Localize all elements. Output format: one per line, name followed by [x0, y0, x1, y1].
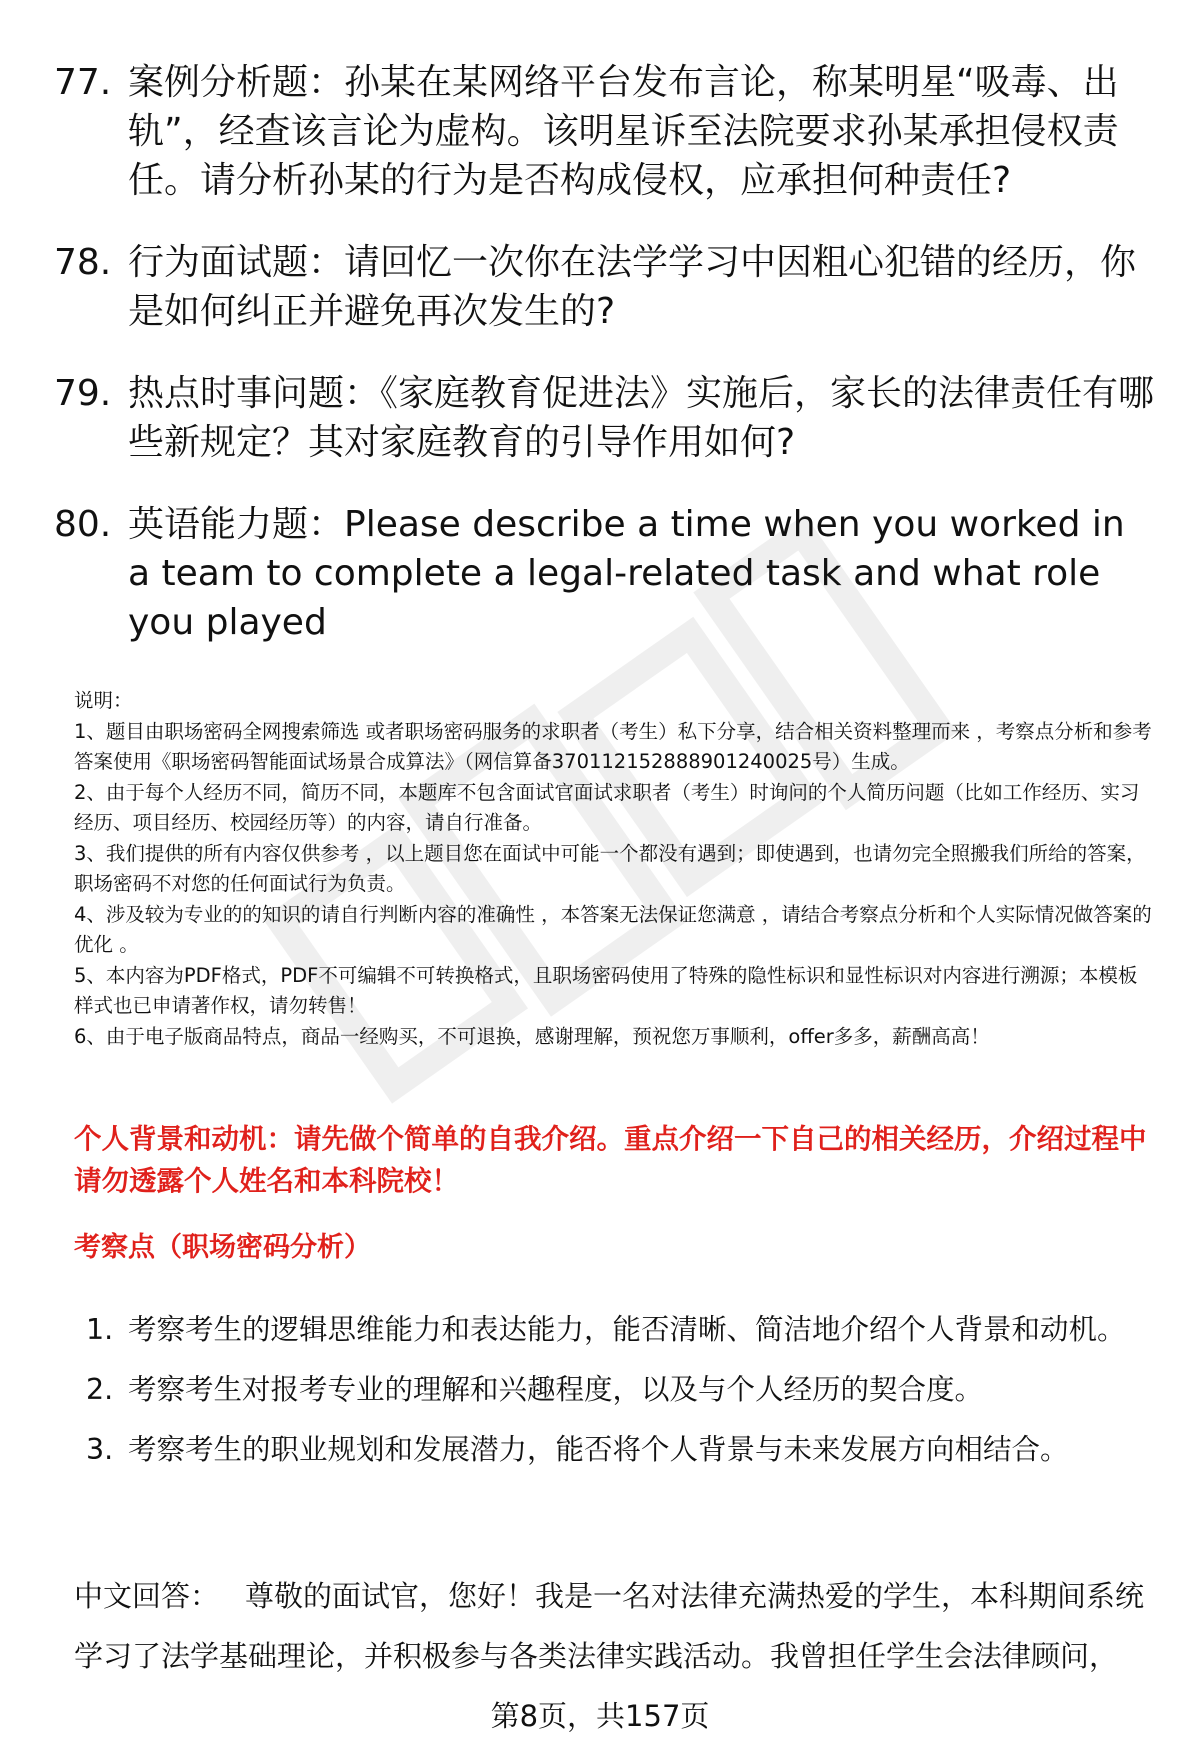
question-number: 80.: [54, 504, 112, 545]
answer-text: 尊敬的面试官，您好！我是一名对法律充满热爱的学生，本科期间系统学习了法学基础理论，并积极参与各类法律实践活动。我曾担任学生会法律顾问，: [74, 1579, 1145, 1673]
question-item: [54, 238, 1154, 336]
note-item: 2、由于每个人经历不同，简历不同，本题库不包含面试官面试求职者（考生）时询问的个人简历问题（比如工作经历、实习经历、项目经历、校园经历等）的内容，请自行准备。: [74, 780, 1140, 834]
focus-point-number: 1.: [86, 1313, 114, 1346]
focus-point-text: 考察考生的职业规划和发展潜力，能否将个人背景与未来发展方向相结合。: [128, 1433, 1069, 1466]
question-text: 案例分析题：孙某在某网络平台发布言论，称某明星“吸毒、出轨”，经查该言论为虚构。该明星诉至法院要求孙某承担侵权责任。请分析孙某的行为是否构成侵权，应承担何种责任?: [128, 62, 1119, 201]
focus-point-text: 考察考生的逻辑思维能力和表达能力，能否清晰、简洁地介绍个人背景和动机。: [128, 1313, 1126, 1346]
question-list: [54, 58, 1154, 680]
question-number: 78.: [54, 242, 112, 283]
notes-heading: 说明：: [74, 689, 133, 712]
question-number: 77.: [54, 62, 112, 103]
question-text: 行为面试题：请回忆一次你在法学学习中因粗心犯错的经历，你是如何纠正并避免再次发生的?: [128, 242, 1137, 332]
question-text: 英语能力题：Please describe a time when you worked in a team to complete a legal-related task and what role you played: [128, 504, 1125, 643]
question-item: [54, 369, 1154, 467]
note-item: 1、题目由职场密码全网搜索筛选 或者职场密码服务的求职者（考生）私下分享，结合相关资料整理而来 ，考察点分析和参考答案使用《职场密码智能面试场景合成算法》（网信算备370112152888901240025号）生成。: [74, 719, 1152, 773]
notes-block: [74, 686, 1154, 1052]
focus-title: 考察点（职场密码分析）: [74, 1232, 371, 1263]
question-item: [54, 58, 1154, 205]
note-item: 4、涉及较为专业的的知识的请自行判断内容的准确性 ，本答案无法保证您满意 ，请结合考察点分析和个人实际情况做答案的优化 。: [74, 902, 1152, 956]
answer-label: 中文回答：: [74, 1579, 220, 1613]
answer-block: [74, 1566, 1164, 1686]
focus-point-list: [86, 1300, 1146, 1480]
question-number: 79.: [54, 373, 112, 414]
page-footer: 第8页，共157页: [490, 1699, 710, 1733]
focus-point: [86, 1420, 1146, 1480]
note-item: 6、由于电子版商品特点，商品一经购买，不可退换，感谢理解，预祝您万事顺利，offer多多，薪酬高高！: [74, 1024, 990, 1048]
question-text: 热点时事问题：《家庭教育促进法》实施后，家长的法律责任有哪些新规定？其对家庭教育的引导作用如何?: [128, 373, 1155, 463]
background-question: 个人背景和动机：请先做个简单的自我介绍。重点介绍一下自己的相关经历，介绍过程中请勿透露个人姓名和本科院校！: [74, 1123, 1147, 1197]
note-item: 5、本内容为PDF格式，PDF不可编辑不可转换格式，且职场密码使用了特殊的隐性标识和显性标识对内容进行溯源；本模板样式也已申请著作权，请勿转售！: [74, 963, 1138, 1017]
focus-point: [86, 1360, 1146, 1420]
question-item: [54, 500, 1154, 647]
focus-point-number: 2.: [86, 1373, 114, 1406]
note-item: 3、我们提供的所有内容仅供参考 ，以上题目您在面试中可能一个都没有遇到；即使遇到，也请勿完全照搬我们所给的答案，职场密码不对您的任何面试行为负责。: [74, 841, 1146, 895]
focus-point-number: 3.: [86, 1433, 114, 1466]
focus-point: [86, 1300, 1146, 1360]
focus-point-text: 考察考生对报考专业的理解和兴趣程度，以及与个人经历的契合度。: [128, 1373, 984, 1406]
